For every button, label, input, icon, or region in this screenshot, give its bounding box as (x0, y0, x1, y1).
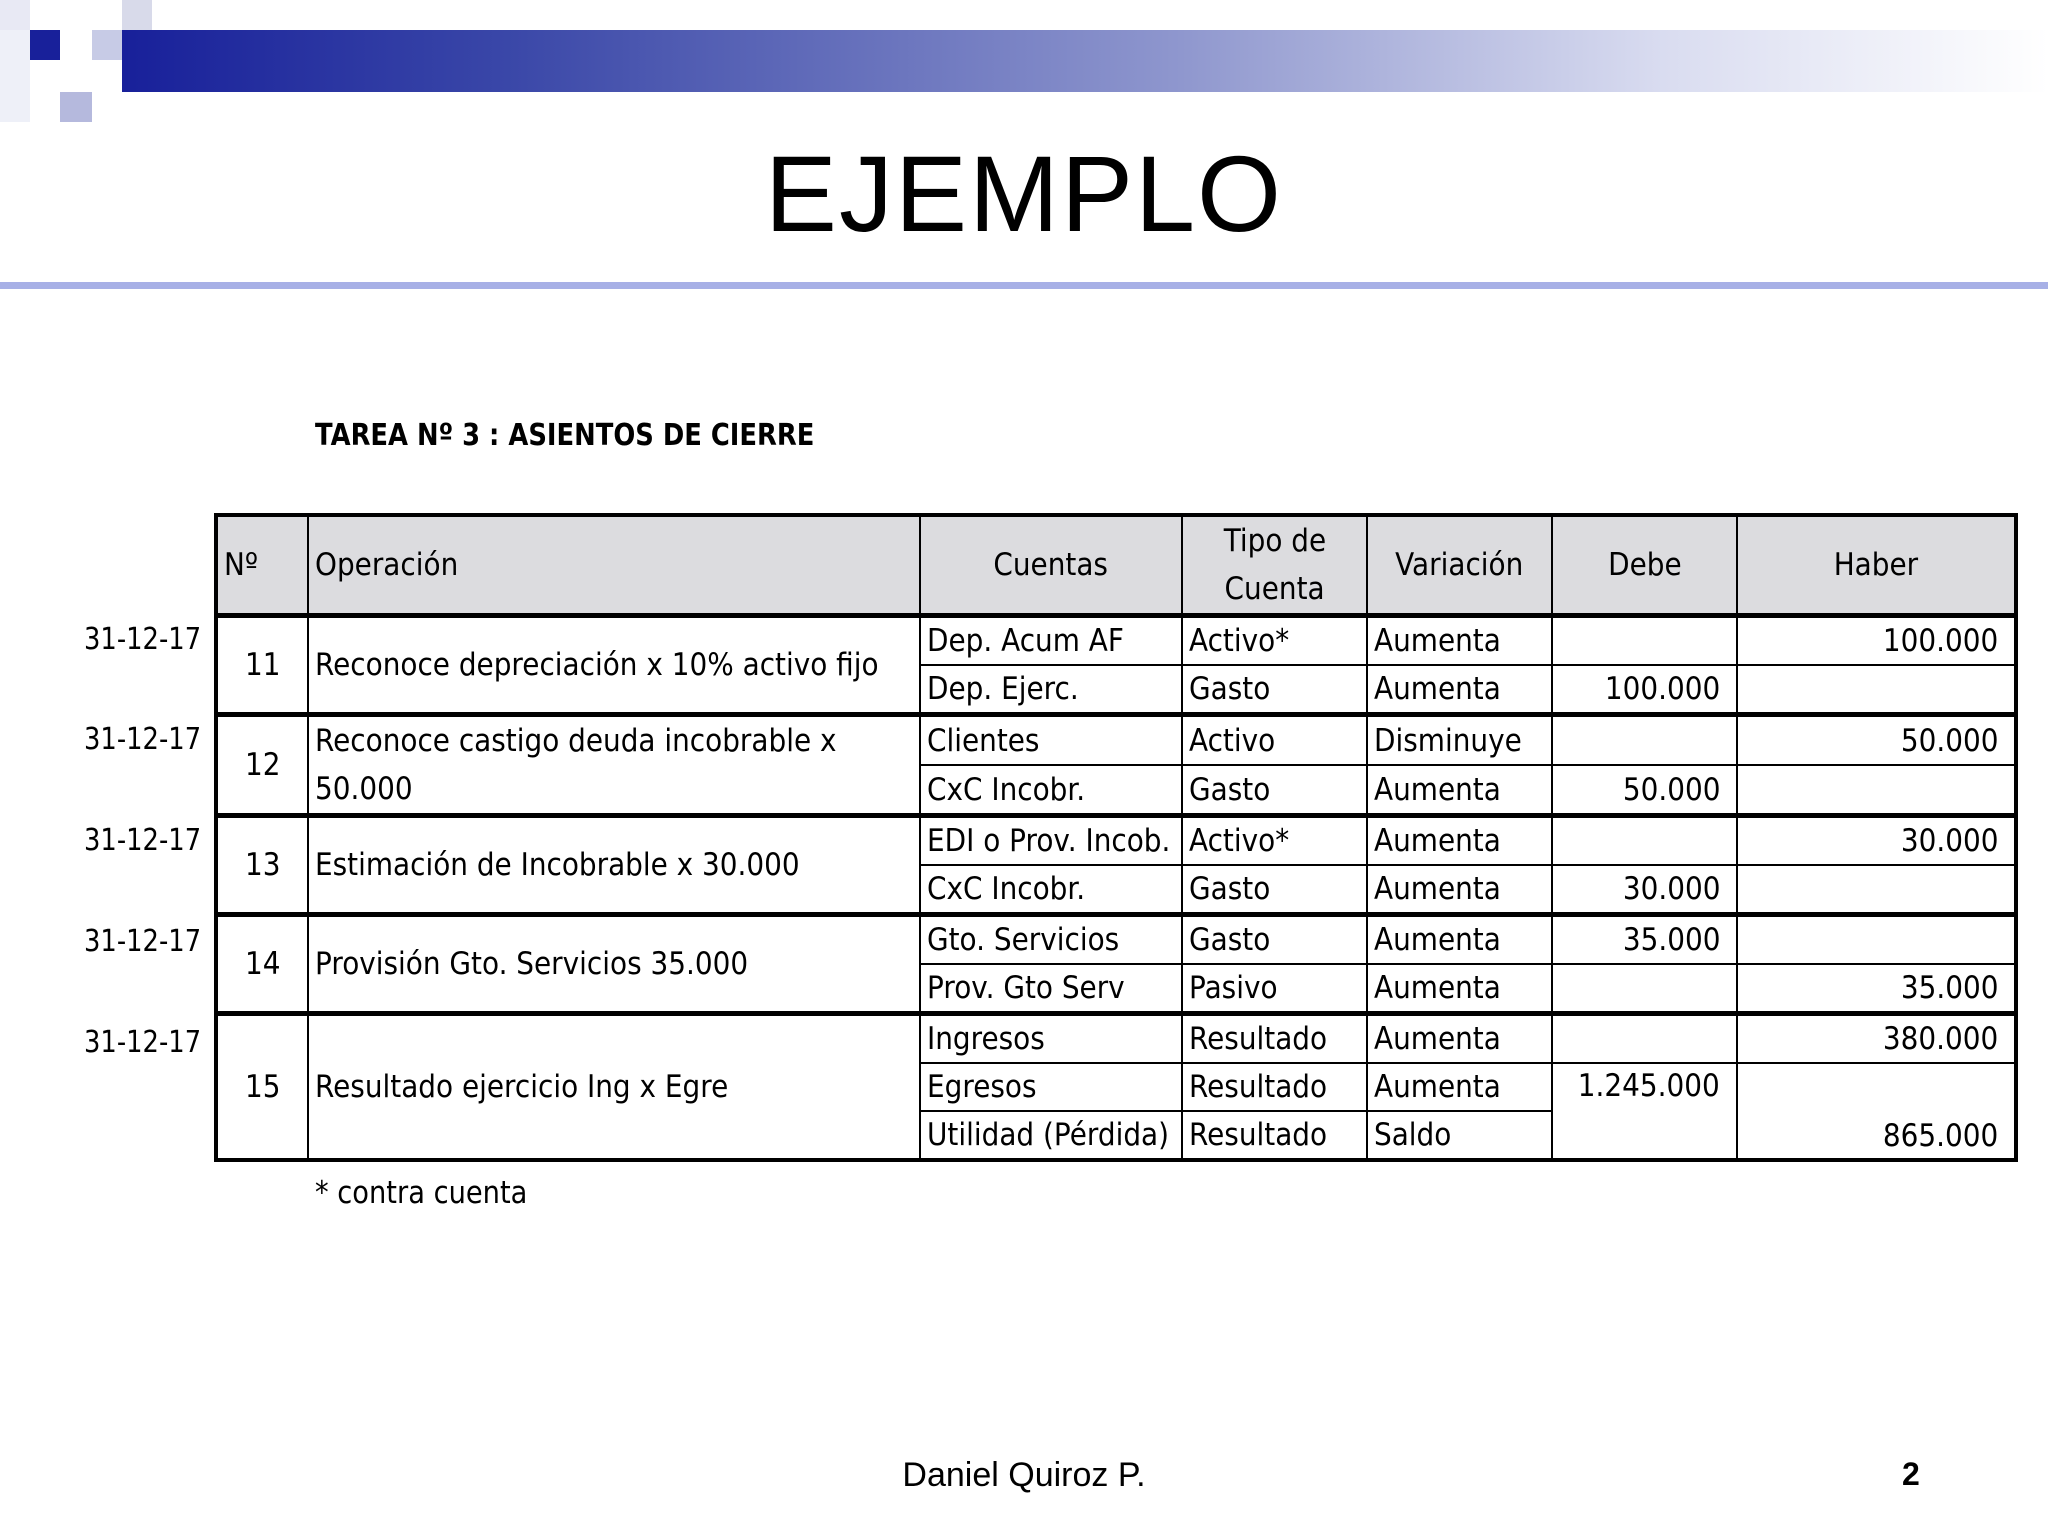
entry-number: 15 (216, 1014, 308, 1161)
cell-cuenta: Egresos (920, 1063, 1182, 1111)
cell-debe (1552, 715, 1737, 766)
cell-tipo: Resultado (1182, 1014, 1367, 1064)
cell-tipo: Activo* (1182, 616, 1367, 666)
header-variacion: Variación (1367, 515, 1552, 616)
entry-number: 11 (216, 616, 308, 715)
cell-debe (1552, 964, 1737, 1014)
table-row (216, 816, 2016, 866)
cell-debe (1552, 616, 1737, 666)
cell-variacion: Aumenta (1367, 665, 1552, 715)
cell-haber: 30.000 (1737, 816, 2016, 866)
corner-square-light (0, 0, 30, 30)
cell-haber (1737, 665, 2016, 715)
cell-haber: 35.000 (1737, 964, 2016, 1014)
cell-tipo: Activo* (1182, 816, 1367, 866)
cell-cuenta: Ingresos (920, 1014, 1182, 1064)
cell-debe: 35.000 (1552, 915, 1737, 965)
entry-operation: Estimación de Incobrable x 30.000 (308, 816, 920, 915)
closing-entries-table (214, 513, 2018, 1162)
cell-variacion: Aumenta (1367, 1063, 1552, 1111)
header-cuentas: Cuentas (920, 515, 1182, 616)
header-gradient-band (122, 30, 2048, 92)
entry-date: 31-12-17 (84, 1025, 202, 1060)
cell-debe: 30.000 (1552, 865, 1737, 915)
cell-haber: 865.000 (1737, 1063, 2016, 1160)
cell-tipo: Gasto (1182, 765, 1367, 816)
cell-variacion: Aumenta (1367, 616, 1552, 666)
author-footer: Daniel Quiroz P. (902, 1456, 1146, 1494)
cell-cuenta: CxC Incobr. (920, 765, 1182, 816)
entry-number: 13 (216, 816, 308, 915)
cell-tipo: Pasivo (1182, 964, 1367, 1014)
cell-variacion: Aumenta (1367, 765, 1552, 816)
cell-cuenta: Gto. Servicios (920, 915, 1182, 965)
entry-number: 14 (216, 915, 308, 1014)
cell-cuenta: Prov. Gto Serv (920, 964, 1182, 1014)
entry-number: 12 (216, 715, 308, 816)
cell-haber: 50.000 (1737, 715, 2016, 766)
cell-cuenta: EDI o Prov. Incob. (920, 816, 1182, 866)
cell-variacion: Aumenta (1367, 1014, 1552, 1064)
task-title: TAREA Nº 3 : ASIENTOS DE CIERRE (315, 418, 815, 453)
cell-tipo: Gasto (1182, 665, 1367, 715)
cell-variacion: Aumenta (1367, 964, 1552, 1014)
cell-variacion: Aumenta (1367, 816, 1552, 866)
entry-date: 31-12-17 (84, 823, 202, 858)
cell-debe: 50.000 (1552, 765, 1737, 816)
cell-variacion: Disminuye (1367, 715, 1552, 766)
table-header-row (216, 515, 2016, 616)
cell-haber (1737, 765, 2016, 816)
entry-operation: Reconoce depreciación x 10% activo fijo (308, 616, 920, 715)
entry-operation: Resultado ejercicio Ing x Egre (308, 1014, 920, 1161)
cell-tipo: Resultado (1182, 1063, 1367, 1111)
cell-tipo: Resultado (1182, 1111, 1367, 1160)
cell-cuenta: Utilidad (Pérdida) (920, 1111, 1182, 1160)
cell-cuenta: Dep. Ejerc. (920, 665, 1182, 715)
entry-date: 31-12-17 (84, 622, 202, 657)
title-underline (0, 282, 2048, 289)
corner-square-mid (92, 30, 122, 60)
cell-tipo: Gasto (1182, 915, 1367, 965)
cell-debe: 100.000 (1552, 665, 1737, 715)
header-tipo-cuenta: Tipo de Cuenta (1182, 515, 1367, 616)
cell-haber: 380.000 (1737, 1014, 2016, 1064)
cell-debe (1552, 1014, 1737, 1064)
cell-variacion: Aumenta (1367, 865, 1552, 915)
cell-cuenta: Dep. Acum AF (920, 616, 1182, 666)
page-number: 2 (1902, 1456, 1920, 1492)
slide-title: EJEMPLO (764, 133, 1284, 254)
entry-date: 31-12-17 (84, 722, 202, 757)
cell-variacion: Saldo (1367, 1111, 1552, 1160)
cell-tipo: Activo (1182, 715, 1367, 766)
cell-cuenta: Clientes (920, 715, 1182, 766)
table-row (216, 715, 2016, 766)
corner-square-mid (60, 92, 92, 122)
entry-operation: Reconoce castigo deuda incobrable x 50.000 (308, 715, 920, 816)
corner-square-grey (122, 0, 152, 30)
corner-square-dark (30, 30, 60, 60)
table-row (216, 915, 2016, 965)
cell-haber: 100.000 (1737, 616, 2016, 666)
entry-operation: Provisión Gto. Servicios 35.000 (308, 915, 920, 1014)
cell-cuenta: CxC Incobr. (920, 865, 1182, 915)
table-row (216, 616, 2016, 666)
cell-haber (1737, 915, 2016, 965)
corner-square-light (0, 30, 30, 122)
cell-debe: 1.245.000 (1552, 1063, 1737, 1160)
cell-debe (1552, 816, 1737, 866)
cell-variacion: Aumenta (1367, 915, 1552, 965)
header-haber: Haber (1737, 515, 2016, 616)
cell-haber (1737, 865, 2016, 915)
footnote: * contra cuenta (315, 1175, 528, 1211)
header-debe: Debe (1552, 515, 1737, 616)
header-num: Nº (216, 515, 308, 616)
cell-tipo: Gasto (1182, 865, 1367, 915)
entry-date: 31-12-17 (84, 924, 202, 959)
header-operacion: Operación (308, 515, 920, 616)
table-row (216, 1014, 2016, 1064)
